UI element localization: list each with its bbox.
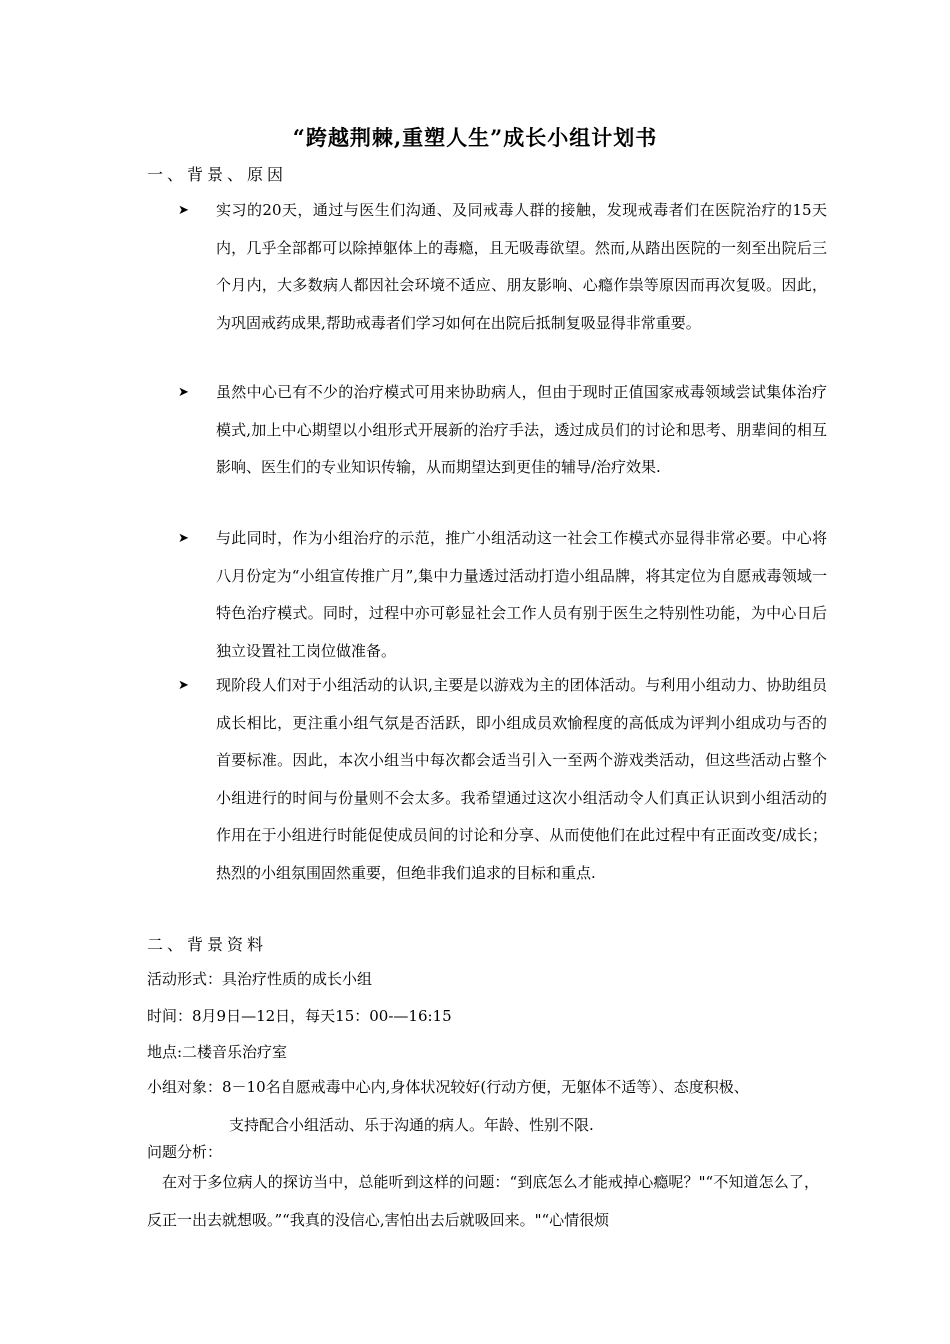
group-target-line2: 支持配合小组活动、乐于沟通的病人。年龄、性别不限.: [229, 1116, 594, 1134]
group-target: [147, 1068, 827, 1144]
arrow-bullet-icon: ➤: [178, 385, 189, 400]
bullet-item: [147, 201, 827, 342]
arrow-bullet-icon: ➤: [178, 678, 189, 693]
activity-place: 地点:二楼音乐治疗室: [147, 1043, 288, 1061]
bullet-item: [147, 529, 827, 670]
bullet-item: [147, 383, 827, 487]
section-heading-materials: 二、背景资料: [147, 935, 268, 954]
group-target-label: 小组对象：: [147, 1078, 223, 1096]
bullet-text: 虽然中心已有不少的治疗模式可用来协助病人，但由于现时正值国家戒毒领域尝试集体治疗模式,加上中心期望以小组形式开展新的治疗手法，透过成员们的讨论和思考、朋辈间的相互影响、医生们的专业知识传输，从而期望达到更佳的辅导/治疗效果.: [216, 383, 827, 477]
bullet-text: 实习的20天，通过与医生们沟通、及同戒毒人群的接触，发现戒毒者们在医院治疗的15天内，几乎全部都可以除掉躯体上的毒瘾，且无吸毒欲望。然而,从踏出医院的一刻至出院后三个月内，大多数病人都因社会环境不适应、朋友影响、心瘾作祟等原因而再次复吸。因此，为巩固戒药成果,帮助戒毒者们学习如何在出院后抵制复吸显得非常重要。: [216, 201, 827, 332]
bullet-text: 与此同时，作为小组治疗的示范，推广小组活动这一社会工作模式亦显得非常必要。中心将八月份定为“小组宣传推广月”,集中力量透过活动打造小组品牌，将其定位为自愿戒毒领域一特色治疗模式。同时，过程中亦可彰显社会工作人员有别于医生之特别性功能，为中心日后独立设置社工岗位做准备。: [216, 529, 827, 660]
arrow-bullet-icon: ➤: [178, 531, 189, 546]
problem-analysis-text: 在对于多位病人的探访当中，总能听到这样的问题：“到底怎么才能戒掉心瘾呢？"“不知道怎么了，反正一出去就想吸。”“我真的没信心,害怕出去后就吸回来。"“心情很烦: [147, 1173, 819, 1229]
bullet-text: 现阶段人们对于小组活动的认识,主要是以游戏为主的团体活动。与利用小组动力、协助组员成长相比，更注重小组气氛是否活跃，即小组成员欢愉程度的高低成为评判小组成功与否的首要标准。因此，本次小组当中每次都会适当引入一至两个游戏类活动，但这些活动占整个小组进行的时间与份量则不会太多。我希望通过这次小组活动令人们真正认识到小组活动的作用在于小组进行时能促使成员间的讨论和分享、从而使他们在此过程中有正面改变/成长；热烈的小组氛围固然重要，但绝非我们追求的目标和重点.: [216, 676, 827, 882]
activity-time: 时间：8月9日—12日，每天15：00-—16:15: [147, 1007, 452, 1025]
document-title: “跨越荆棘,重塑人生”成长小组计划书: [292, 125, 658, 150]
section-heading-background: 一、背景、原因: [147, 165, 288, 184]
activity-form: 活动形式：具治疗性质的成长小组: [147, 970, 373, 988]
group-target-line1: 8－10名自愿戒毒中心内,身体状况较好(行动方便，无躯体不适等）、态度积极、: [222, 1078, 749, 1096]
arrow-bullet-icon: ➤: [178, 203, 189, 218]
problem-analysis-label: 问题分析：: [147, 1143, 223, 1161]
bullet-item: [147, 676, 827, 893]
